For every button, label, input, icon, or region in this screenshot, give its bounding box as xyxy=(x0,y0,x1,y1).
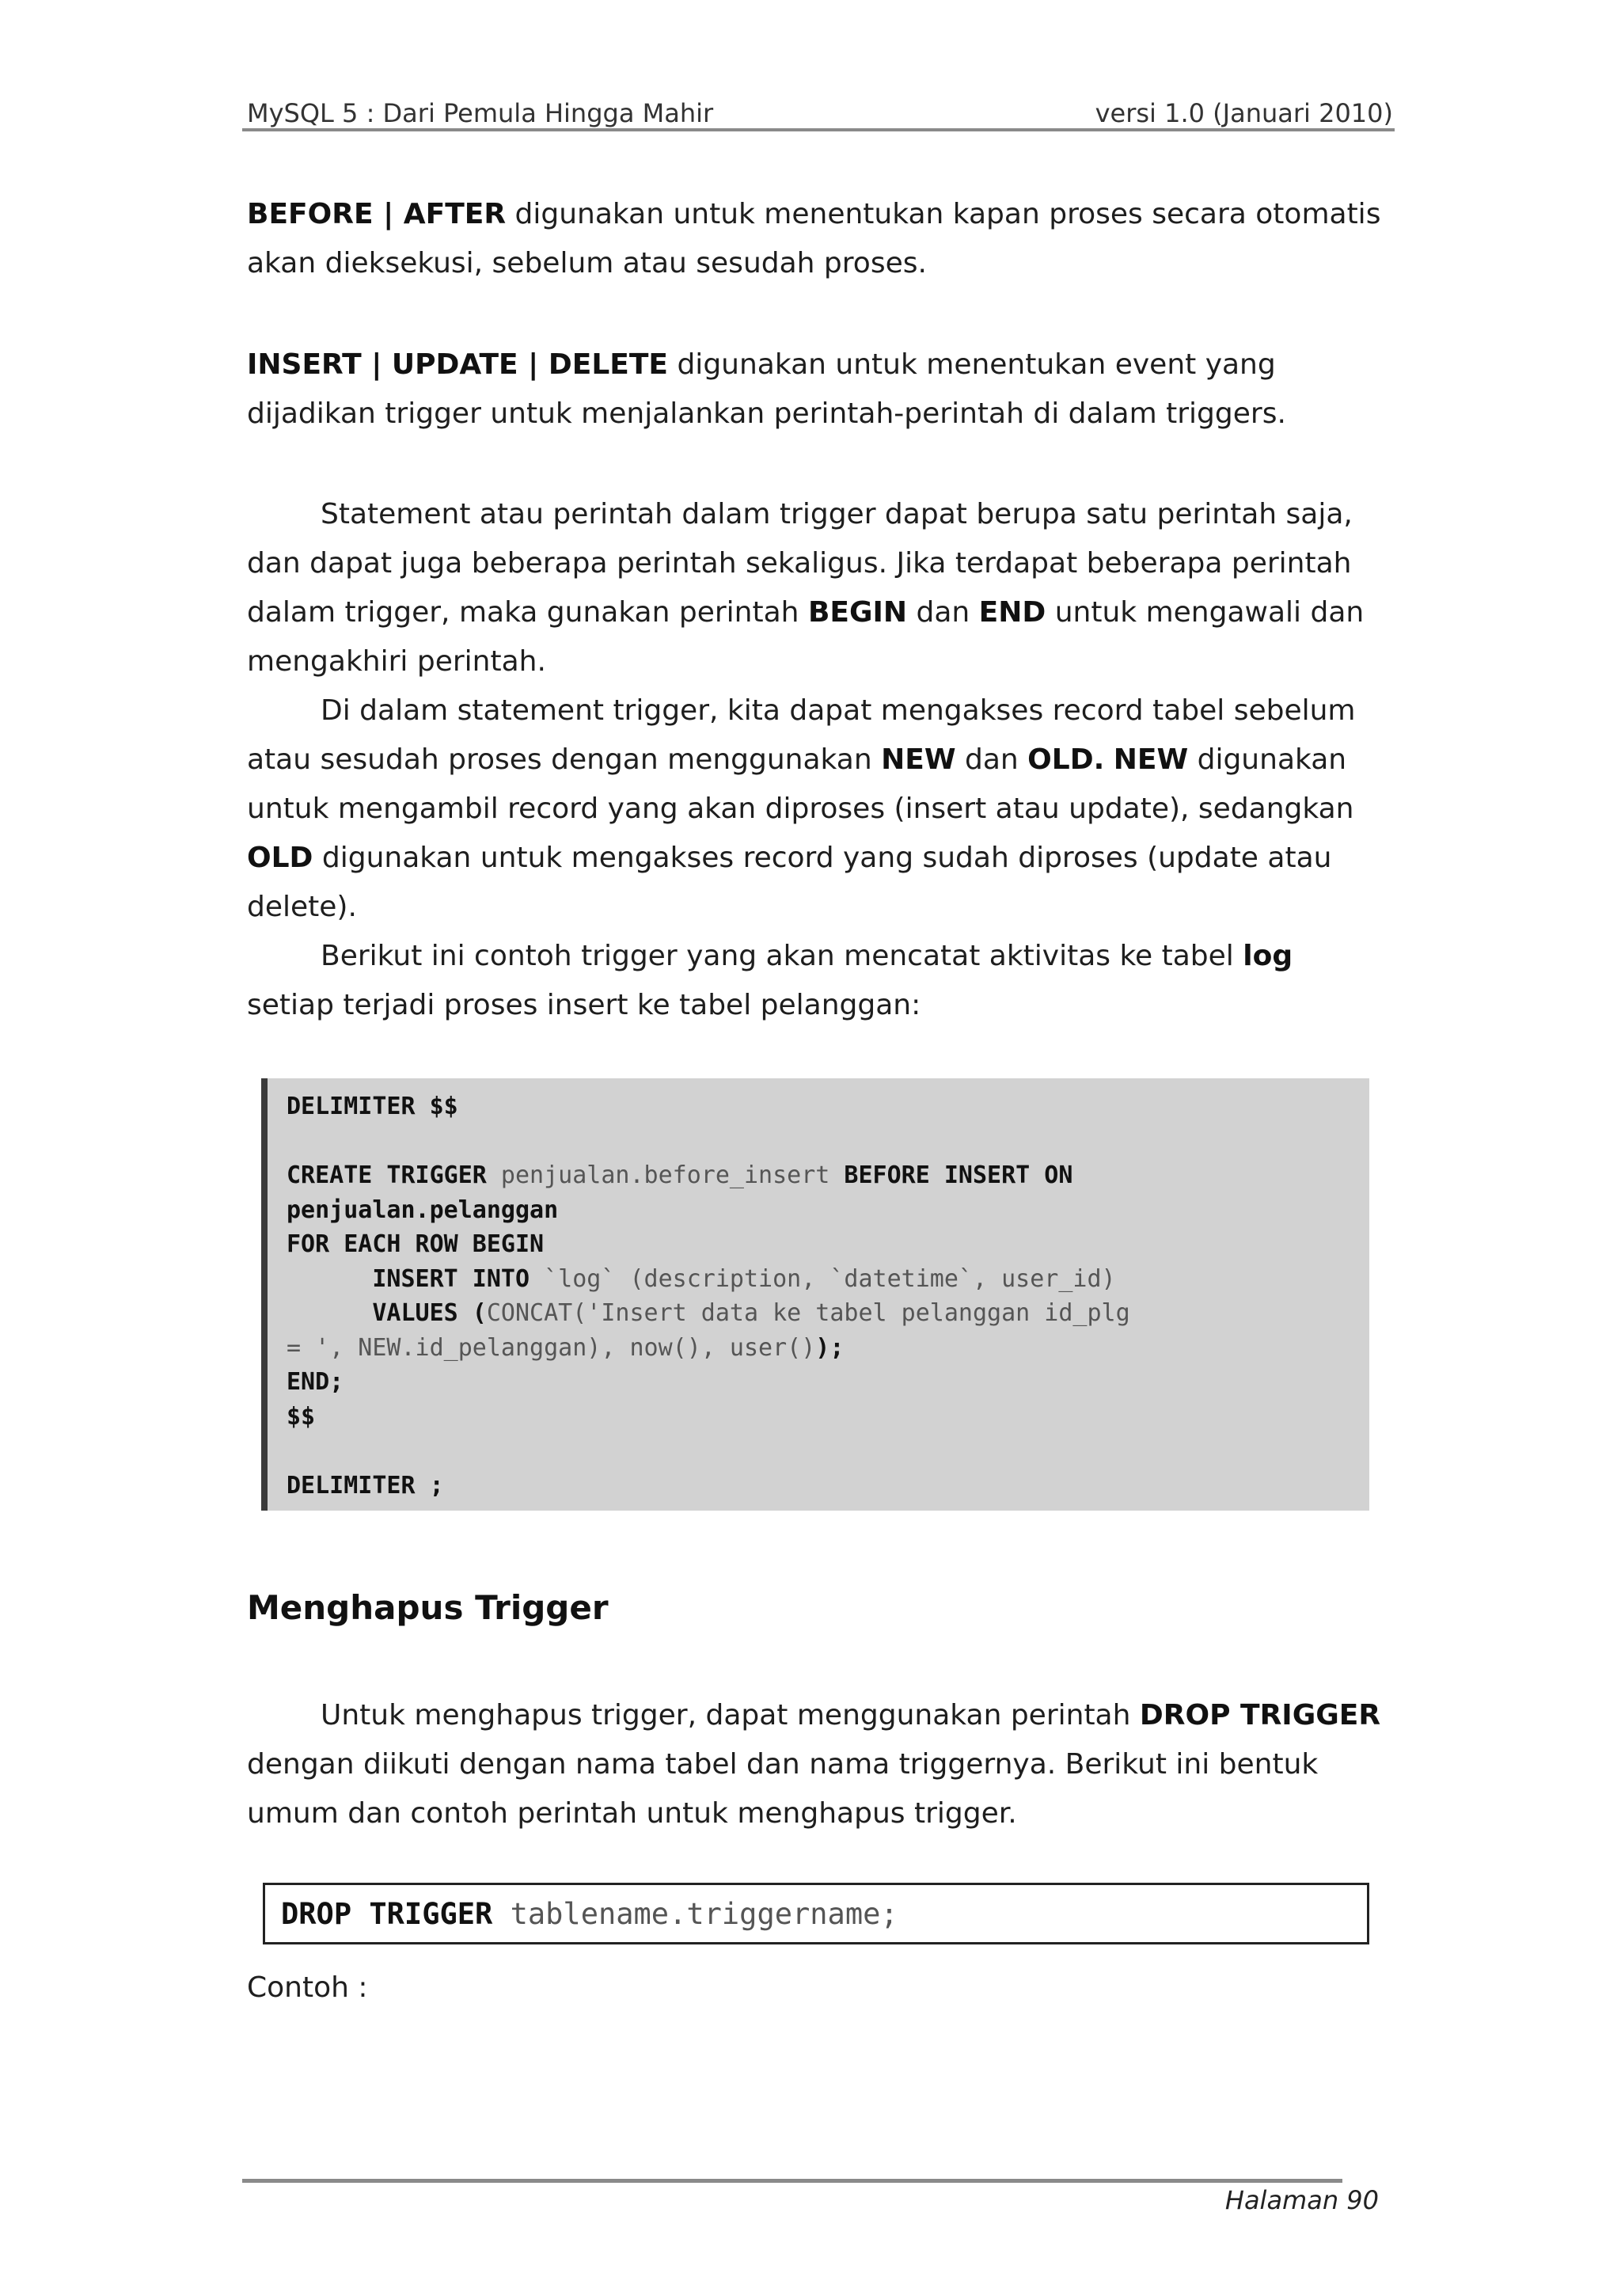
syntax-line: DROP TRIGGER tablename.triggername; xyxy=(281,1897,898,1931)
header-divider xyxy=(242,128,1395,131)
paragraph-before-after: BEFORE | AFTER digunakan untuk menentukan kapan proses secara otomatis akan dieksekusi, sebelum atau sesudah proses. xyxy=(247,198,1381,279)
paragraph-example-intro: Berikut ini contoh trigger yang akan mencatat aktivitas ke tabel log setiap terjadi proses insert ke tabel pelanggan: xyxy=(247,940,1293,1021)
page-header xyxy=(247,93,1393,128)
paragraph-drop-trigger: Untuk menghapus trigger, dapat menggunakan perintah DROP TRIGGER dengan diikuti dengan nama tabel dan nama triggernya. Berikut ini bentuk umum dan contoh perintah untuk menghapus trigger. xyxy=(247,1699,1381,1830)
paragraph-new-old: Di dalam statement trigger, kita dapat mengakses record tabel sebelum atau sesudah proses dengan menggunakan NEW dan OLD. NEW digunakan untuk mengambil record yang akan diproses (insert atau update), sedangkan OLD digunakan untuk mengakses record yang sudah diproses (update atau delete). xyxy=(247,694,1356,923)
example-label: Contoh : xyxy=(247,1971,368,2004)
header-book-title: MySQL 5 : Dari Pemula Hingga Mahir xyxy=(247,98,714,128)
paragraph-statement: Statement atau perintah dalam trigger dapat berupa satu perintah saja, dan dapat juga beberapa perintah sekaligus. Jika terdapat beberapa perintah dalam trigger, maka gunakan perintah BEGIN dan END untuk mengawali dan mengakhiri perintah. Di dalam statement trigger, kita dapat mengakses record tabel sebelum atau sesudah proses dengan menggunakan NEW dan OLD. NEW digunakan untuk mengambil record yang akan diproses (insert atau update), sedangkan OLD digunakan untuk mengakses record yang sudah diproses (update atau delete). Berikut ini contoh trigger yang akan mencatat aktivitas ke tabel log setiap terjadi proses insert ke tabel pelanggan: xyxy=(247,490,1387,1030)
page-number: Halaman 90 xyxy=(1224,2185,1379,2215)
code-listing: DELIMITER $$ CREATE TRIGGER penjualan.before_insert BEFORE INSERT ON penjualan.pelanggan FOR EACH ROW BEGIN INSERT INTO `log` (description, `datetime`, user_id) VALUES (CONCAT('Insert data ke tabel pelanggan id_plg = ', NEW.id_pelanggan), now(), user()); END; $$ DELIMITER ; xyxy=(287,1093,1130,1500)
code-block-create-trigger xyxy=(261,1078,1369,1511)
keyword-insert-update-delete: INSERT | UPDATE | DELETE xyxy=(247,348,669,381)
header-version: versi 1.0 (Januari 2010) xyxy=(1095,98,1393,128)
syntax-box-drop-trigger xyxy=(263,1883,1369,1944)
keyword-before-after: BEFORE | AFTER xyxy=(247,198,507,230)
paragraph-insert-update-delete: INSERT | UPDATE | DELETE digunakan untuk menentukan event yang dijadikan trigger untuk menjalankan perintah-perintah di dalam triggers. xyxy=(247,348,1286,430)
footer-divider xyxy=(242,2179,1342,2183)
section-heading: Menghapus Trigger xyxy=(247,1588,609,1627)
